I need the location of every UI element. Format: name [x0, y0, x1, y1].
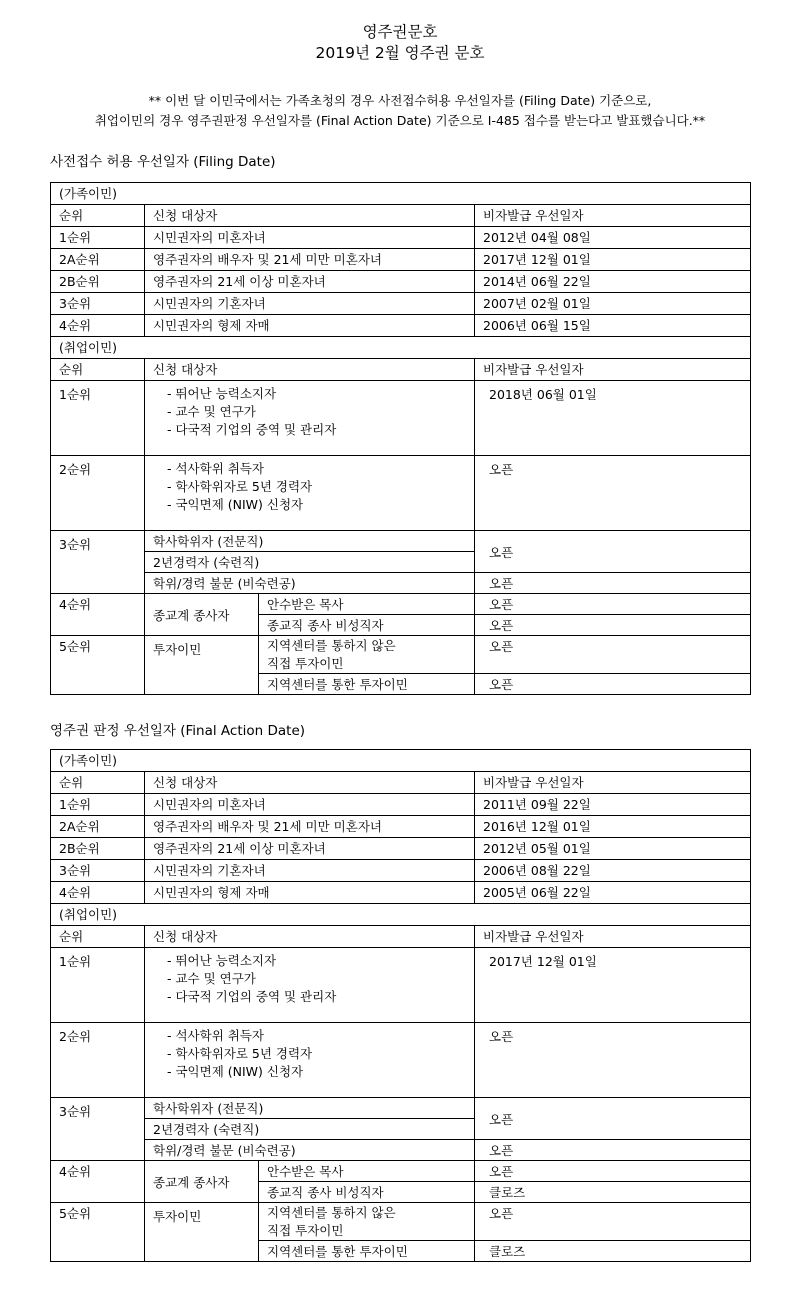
category-label: 투자이민 — [145, 636, 259, 695]
priority-date: 2005년 06월 22일 — [475, 882, 751, 904]
target: 시민권자의 미혼자녀 — [145, 794, 475, 816]
list-item: - 교수 및 연구가 — [167, 971, 256, 986]
priority-date: 오픈 — [475, 1203, 751, 1241]
table-row — [51, 381, 751, 456]
priority-date: 오픈 — [475, 1140, 751, 1161]
family-section-row — [51, 183, 751, 205]
column-header-row — [51, 359, 751, 381]
filing-date-table — [50, 182, 751, 695]
family-section-row — [51, 750, 751, 772]
target: 영주권자의 21세 이상 미혼자녀 — [145, 271, 475, 293]
list-item: - 학사학위자로 5년 경력자 — [167, 1046, 313, 1061]
list-item: - 다국적 기업의 중역 및 관리자 — [167, 989, 337, 1004]
priority-date: 클로즈 — [475, 1182, 751, 1203]
page-title: 영주권문호 — [362, 23, 438, 41]
category-label: 종교계 종사자 — [145, 594, 259, 636]
target: 학위/경력 불문 (비숙련공) — [145, 1140, 475, 1161]
rank: 1순위 — [51, 227, 145, 249]
target — [259, 636, 475, 674]
col-target: 신청 대상자 — [145, 926, 475, 948]
employment-header: (취업이민) — [51, 904, 751, 926]
column-header-row — [51, 205, 751, 227]
priority-date: 2011년 09월 22일 — [475, 794, 751, 816]
table-row — [51, 636, 751, 674]
priority-date: 오픈 — [475, 1023, 751, 1098]
target: 지역센터를 통한 투자이민 — [259, 1241, 475, 1262]
target: 시민권자의 기혼자녀 — [145, 860, 475, 882]
priority-date: 2006년 06월 15일 — [475, 315, 751, 337]
table-row — [51, 293, 751, 315]
col-date: 비자발급 우선일자 — [475, 926, 751, 948]
priority-date: 오픈 — [475, 573, 751, 594]
col-target: 신청 대상자 — [145, 205, 475, 227]
list-item: - 교수 및 연구가 — [167, 404, 256, 419]
table-row — [51, 1098, 751, 1119]
table-row — [51, 1140, 751, 1161]
target-line: 직접 투자이민 — [267, 656, 344, 671]
priority-date: 2012년 05월 01일 — [475, 838, 751, 860]
table-row — [51, 249, 751, 271]
target: 2년경력자 (숙련직) — [145, 1119, 475, 1140]
rank: 1순위 — [51, 948, 145, 1023]
final-section-title: 영주권 판정 우선일자 (Final Action Date) — [50, 723, 306, 739]
rank: 4순위 — [51, 594, 145, 636]
intro-notice — [0, 91, 800, 131]
col-date: 비자발급 우선일자 — [475, 205, 751, 227]
target — [259, 1203, 475, 1241]
target: 안수받은 목사 — [259, 594, 475, 615]
target-line: 지역센터를 통하지 않은 — [267, 1205, 396, 1220]
rank: 3순위 — [51, 531, 145, 594]
priority-date: 오픈 — [475, 531, 751, 573]
col-date: 비자발급 우선일자 — [475, 359, 751, 381]
target: 2년경력자 (숙련직) — [145, 552, 475, 573]
target: 학사학위자 (전문직) — [145, 1098, 475, 1119]
list-item: - 국익면제 (NIW) 신청자 — [167, 1064, 304, 1079]
list-item: - 다국적 기업의 중역 및 관리자 — [167, 422, 337, 437]
category-label: 투자이민 — [145, 1203, 259, 1262]
employment-section-row — [51, 904, 751, 926]
rank: 4순위 — [51, 315, 145, 337]
family-header: (가족이민) — [51, 750, 751, 772]
rank: 3순위 — [51, 860, 145, 882]
list-item: - 국익면제 (NIW) 신청자 — [167, 497, 304, 512]
rank: 5순위 — [51, 636, 145, 695]
table-row — [51, 1023, 751, 1098]
target-line: 직접 투자이민 — [267, 1223, 344, 1238]
column-header-row — [51, 772, 751, 794]
rank: 3순위 — [51, 1098, 145, 1161]
intro-line-2: 취업이민의 경우 영주권판정 우선일자를 (Final Action Date) 기준으로 I-485 접수를 받는다고 발표했습니다.** — [94, 113, 706, 128]
table-row — [51, 948, 751, 1023]
rank: 4순위 — [51, 1161, 145, 1203]
table-row — [51, 816, 751, 838]
target: 시민권자의 형제 자매 — [145, 315, 475, 337]
rank: 3순위 — [51, 293, 145, 315]
priority-date: 오픈 — [475, 1098, 751, 1140]
target: 종교직 종사 비성직자 — [259, 615, 475, 636]
final-action-date-table — [50, 749, 751, 1262]
rank: 1순위 — [51, 381, 145, 456]
target: 영주권자의 배우자 및 21세 미만 미혼자녀 — [145, 249, 475, 271]
priority-date: 클로즈 — [475, 1241, 751, 1262]
col-rank: 순위 — [51, 772, 145, 794]
table-row — [51, 594, 751, 615]
col-date: 비자발급 우선일자 — [475, 772, 751, 794]
employment-section-row — [51, 337, 751, 359]
target: 지역센터를 통한 투자이민 — [259, 674, 475, 695]
priority-date: 2006년 08월 22일 — [475, 860, 751, 882]
rank: 4순위 — [51, 882, 145, 904]
target-list — [145, 1023, 475, 1098]
col-target: 신청 대상자 — [145, 772, 475, 794]
target-list — [145, 948, 475, 1023]
rank: 1순위 — [51, 794, 145, 816]
list-item: - 학사학위자로 5년 경력자 — [167, 479, 313, 494]
priority-date: 2012년 04월 08일 — [475, 227, 751, 249]
table-row — [51, 860, 751, 882]
priority-date: 2018년 06월 01일 — [475, 381, 751, 456]
priority-date: 2017년 12월 01일 — [475, 249, 751, 271]
table-row — [51, 882, 751, 904]
col-rank: 순위 — [51, 359, 145, 381]
intro-line-1: ** 이번 달 이민국에서는 가족초청의 경우 사전접수허용 우선일자를 (Filing Date) 기준으로, — [148, 93, 652, 108]
filing-section-title: 사전접수 허용 우선일자 (Filing Date) — [50, 154, 276, 170]
list-item: - 석사학위 취득자 — [167, 1028, 264, 1043]
table-row — [51, 838, 751, 860]
table-row — [51, 315, 751, 337]
rank: 2A순위 — [51, 816, 145, 838]
table-row — [51, 794, 751, 816]
rank: 2순위 — [51, 456, 145, 531]
priority-date: 오픈 — [475, 636, 751, 674]
priority-date: 오픈 — [475, 615, 751, 636]
column-header-row — [51, 926, 751, 948]
target: 학위/경력 불문 (비숙련공) — [145, 573, 475, 594]
family-header: (가족이민) — [51, 183, 751, 205]
priority-date: 2016년 12월 01일 — [475, 816, 751, 838]
target: 시민권자의 기혼자녀 — [145, 293, 475, 315]
table-row — [51, 531, 751, 552]
target: 영주권자의 21세 이상 미혼자녀 — [145, 838, 475, 860]
priority-date: 오픈 — [475, 1161, 751, 1182]
col-rank: 순위 — [51, 926, 145, 948]
target: 영주권자의 배우자 및 21세 미만 미혼자녀 — [145, 816, 475, 838]
page-subtitle: 2019년 2월 영주권 문호 — [315, 44, 485, 62]
priority-date: 2014년 06월 22일 — [475, 271, 751, 293]
col-rank: 순위 — [51, 205, 145, 227]
target: 시민권자의 미혼자녀 — [145, 227, 475, 249]
col-target: 신청 대상자 — [145, 359, 475, 381]
target-list — [145, 381, 475, 456]
category-label: 종교계 종사자 — [145, 1161, 259, 1203]
target: 학사학위자 (전문직) — [145, 531, 475, 552]
rank: 5순위 — [51, 1203, 145, 1262]
table-row — [51, 271, 751, 293]
rank: 2순위 — [51, 1023, 145, 1098]
table-row — [51, 573, 751, 594]
target: 종교직 종사 비성직자 — [259, 1182, 475, 1203]
table-row — [51, 1161, 751, 1182]
priority-date: 오픈 — [475, 456, 751, 531]
target: 안수받은 목사 — [259, 1161, 475, 1182]
list-item: - 석사학위 취득자 — [167, 461, 264, 476]
target-list — [145, 456, 475, 531]
target: 시민권자의 형제 자매 — [145, 882, 475, 904]
rank: 2B순위 — [51, 838, 145, 860]
rank: 2B순위 — [51, 271, 145, 293]
priority-date: 2007년 02월 01일 — [475, 293, 751, 315]
employment-header: (취업이민) — [51, 337, 751, 359]
rank: 2A순위 — [51, 249, 145, 271]
priority-date: 오픈 — [475, 674, 751, 695]
table-row — [51, 227, 751, 249]
list-item: - 뛰어난 능력소지자 — [167, 953, 277, 968]
priority-date: 오픈 — [475, 594, 751, 615]
target-line: 지역센터를 통하지 않은 — [267, 638, 396, 653]
priority-date: 2017년 12월 01일 — [475, 948, 751, 1023]
table-row — [51, 456, 751, 531]
table-row — [51, 1203, 751, 1241]
list-item: - 뛰어난 능력소지자 — [167, 386, 277, 401]
